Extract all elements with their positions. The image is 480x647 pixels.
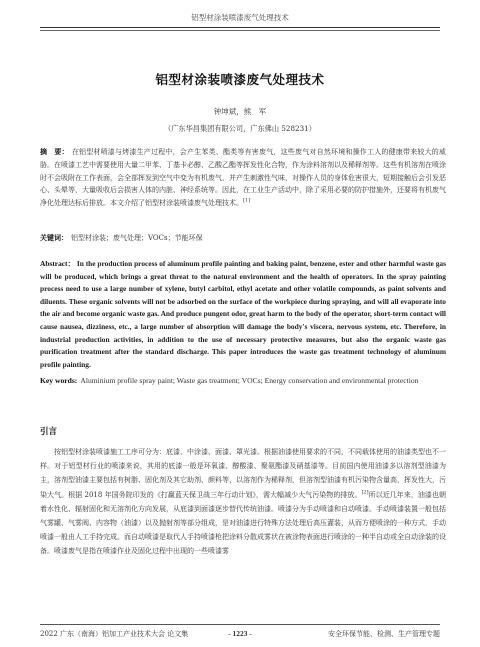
footer-topic: 安全环保节能、检测、生产管理专题 — [328, 630, 440, 638]
intro-text-b: 所以近几年来，油漆也朝着水性化、辐射固化和无溶剂化方向发展，从底漆到面漆逐步替代传统油漆。喷漆分为手动喷漆和自动喷漆。手动喷漆装置一般包括气雾罐、气雾阀、内容物（油漆）以及抛射剂等部分组成，是对油漆进行特殊方法处理后高压灌装，从而方便喷涂的一种方式，手动喷漆一般由人工手持完成。而自动喷漆是取代人手持喷漆枪把涂料分散成雾状在被涂物表面进行喷涂的一种半自动或全自动涂装的设备。喷漆废气是指在喷漆作业及固化过程中出现的一些喷漆雾 — [40, 490, 446, 556]
header-rule-thin — [40, 30, 440, 31]
abstract-en — [40, 258, 446, 371]
keywords-en-text: Aluminium profile spray paint; Waste gas treatment; VOCs; Energy conservation and environmental protection — [80, 376, 419, 385]
affiliation: （广东华昌集团有限公司，广东佛山 528231） — [164, 124, 316, 133]
abstract-en-label: Abstract： — [40, 259, 75, 268]
keywords-cn-label: 关键词： — [40, 234, 68, 242]
abstract-cn-ref: [1] — [243, 197, 251, 204]
abstract-en-text: In the production process of aluminum profile painting and baking paint, benzene, ester and other harmful waste gas will be produced, which brings a great threat to the natural environment and the health of operators. In the spray painting process need to use a large number of xylene, butyl carbitol, ethyl acetate and other volatile compounds, as paint solvents and diluents. These organic solvents will not be adsorbed on the surface of the workpiece during spraying, and will all evaporate into the air and become organic waste gas. And produce pungent odor, great harm to the body of the operator, short-term contact will cause nausea, dizziness, etc., a large number of absorption will damage the body's viscera, nervous system, etc. Therefore, in industrial production activities, in addition to the use of necessary protective measures, but also the organic waste gas purification treatment after the standard discharge. This paper introduces the waste gas treatment technology of aluminum profile painting. — [40, 259, 446, 369]
header-rule — [40, 27, 440, 28]
keywords-cn — [40, 232, 446, 245]
section-heading-intro: 引言 — [40, 427, 58, 437]
keywords-en — [40, 375, 446, 388]
running-header: 铝型材涂装喷漆废气处理技术 — [191, 13, 289, 22]
abstract-cn — [40, 146, 446, 210]
footer-rule — [40, 624, 440, 625]
intro-paragraph — [40, 445, 446, 559]
authors: 钟坤斌，熊 军 — [213, 107, 267, 116]
intro-text-a: 按铝型材涂装喷漆施工工序可分为：底漆、中涂漆、面漆、罩光漆。根据油漆使用要求的不同，不同载体使用的油漆类型也不一样。对于铝型材行业的喷漆来说，其用的底漆一般是环氧漆、醇酸漆、聚氨酯漆及硝基漆等。目前国内使用油漆多以溶剂型油漆为主，溶剂型油漆主要包括有树脂、固化剂及其它助剂、颜料等，以溶剂作为稀释剂，但溶剂型油漆有机污染物含量高，挥发性大，污染大气。根据 2018 年国务院印发的《打赢蓝天保卫战三年行动计划》，需大幅减少大气污染物的排放。 — [40, 448, 446, 499]
page-number: - 1223 - — [228, 629, 252, 638]
abstract-cn-text: 在铝型材喷漆与烤漆生产过程中，会产生苯类、酯类等有害废气，这些废气对自然环境和操作工人的健康带来较大的威胁。在喷漆工艺中需要使用大量二甲苯、丁基卡必醇、乙酸乙酯等挥发性化合物，作为涂料溶剂以及稀释剂等。这些有机溶剂在喷涂时不会吸附在工作表面，会全部挥发到空气中变为有机废气，并产生刺激性气味，对操作人员的身体危害很大，短期接触后会引发恶心、头晕等，大量吸收后会损害人体的内脏、神经系统等。因此，在工业生产活动中，除了采用必要的防护措施外，还要将有机废气净化处理达标后排放。本文介绍了铝型材涂装喷漆废气处理技术。 — [40, 148, 447, 208]
intro-ref: [2] — [361, 489, 369, 496]
footer-proceedings: 2022 广东（南海）铝加工产业技术大会 论文集 — [40, 630, 189, 638]
keywords-en-label: Key words: — [40, 376, 78, 385]
abstract-cn-label: 摘 要： — [40, 148, 69, 156]
paper-title: 铝型材涂装喷漆废气处理技术 — [155, 72, 325, 87]
keywords-cn-text: 铝型材涂装；废气处理；VOCs；节能环保 — [71, 234, 203, 242]
